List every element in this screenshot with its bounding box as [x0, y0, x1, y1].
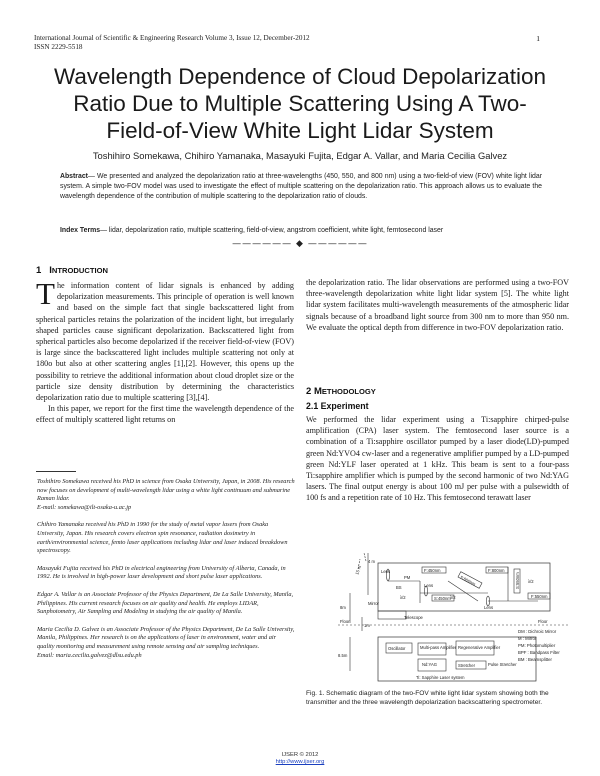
abstract-label: Abstract — [60, 173, 88, 180]
intro-heading-rest: NTRODUCTION — [51, 266, 108, 275]
figure-caption: Fig. 1. Schematic diagram of the two-FOV white light lidar system showing both the transmitter and the three wavelength depolarization backscattering spectrometer. — [306, 690, 549, 706]
guide-line-b — [364, 553, 366, 561]
title-line-1: Wavelength Dependence of Cloud Depolarization — [54, 64, 546, 89]
method-heading-rest: ETHODOLOGY — [321, 387, 376, 396]
index-terms-label: Index Terms — [60, 227, 101, 234]
index-terms-text: — lidar, depolarization ratio, multiple scattering, field-of-view, angstrom coefficient, white light, femtosecond laser — [100, 227, 444, 234]
label-pulse-stretch: Pulse Stretcher — [488, 662, 517, 667]
page-footer — [0, 752, 600, 766]
label-pm: PM — [404, 575, 411, 580]
intro-heading — [36, 265, 108, 276]
label-multipass: Multi-pass Amplifier — [420, 645, 457, 650]
legend-bpf: BPF : Bandpass Filter — [518, 650, 560, 655]
issn-line: ISSN 2229-5518 — [34, 43, 83, 51]
label-f550: F:550nm — [531, 594, 548, 599]
label-lens-1: Lens — [381, 569, 391, 574]
method-paragraph: We performed the lidar experiment using a Ti:sapphire chirped-pulse amplification (CPA) laser system. The femtosecond laser source is a combination of a Ti:sapphire oscillator pumped by a laser diode(LD)-pumped green Nd:YVO4 cw-laser and a regenerative amplifier pumped by a LD-pumped green Nd:YLF laser operated at 1 kHz. This beam is sent to a four-pass Ti:sapphire amplifier which is pumped by the second harmonic of two Nd:YAG lasers. The final output energy is about 100 mJ per pulse with a pulsewidth of 100 fs and a repetition rate of 10 Hz. This femtosecond terawatt laser — [306, 415, 569, 503]
legend-pm: PM: Photomultiplier — [518, 643, 556, 648]
label-f800: F:800nm — [488, 568, 505, 573]
label-dim-8m: 8m — [340, 605, 346, 610]
page-number: 1 — [536, 34, 540, 43]
abstract-text: — We presented and analyzed the depolarization ratio at three-wavelengths (450, 550, and 800 nm) using a two-field-of view (FOV) white light lidar system. A simple two-FOV model was used to investigate the effect of multiple scattering on the depolarization ratio. This approach allows us to evaluate the wavelength dependence of the contribution of multiple scattering to the depolarization ratio of clouds. — [60, 173, 542, 200]
drop-cap: T — [36, 276, 55, 311]
footer-copyright: IJSER © 2012 — [281, 752, 319, 758]
legend-bm: BM : Beamsplitter — [518, 657, 552, 662]
label-f450: F:450nm — [424, 568, 441, 573]
intro-continued: the depolarization ratio. The lidar observations are performed using a two-FOV three-wavelength depolarization white light lidar system [5]. The white light lidar system facilitates multi-wavelength measurements of the atmospheric lidar signals because of a broadband light source from 300 nm to more than 950 nm. We evaluate the optical depth from difference in two-FOV depolarization ratio. — [306, 278, 569, 332]
abstract — [60, 172, 542, 202]
intro-para-2: In this paper, we report for the first time the wavelength dependence of the effect of multiply scattered light returns on — [36, 404, 294, 425]
intro-heading-first: I — [49, 265, 52, 276]
intro-column — [36, 276, 294, 426]
bio-fujita: Masayuki Fujita received his PhD in electrical engineering from University of Alberta, Canada, in 1992. He is involved in high-power laser development and short pulse laser applications. — [37, 564, 286, 581]
experiment-subheading: 2.1 Experiment — [306, 401, 369, 411]
label-lens-3: Lens — [484, 605, 494, 610]
bio-galvez-email: Email: maria.cecilia.galvez@dlsu.edu.ph — [37, 651, 142, 659]
journal-line: International Journal of Scientific & Engineering Research Volume 3, Issue 12, December-2012 — [34, 34, 310, 42]
method-heading-first: M — [313, 386, 322, 397]
label-bs: BS — [396, 585, 402, 590]
label-oscillator: Oscillator — [388, 646, 406, 651]
label-mirror: Mirror — [368, 601, 379, 606]
receiver-box — [378, 563, 550, 611]
method-number: 2 — [306, 386, 312, 397]
lidar-schematic-figure — [338, 553, 570, 685]
label-dim-85m: 8.5m — [338, 653, 348, 658]
author-list: Toshihiro Somekawa, Chihiro Yamanaka, Masayuki Fujita, Edgar A. Vallar, and Maria Cecilia Galvez — [92, 150, 508, 161]
intro-para-1: he information content of lidar signals is enhanced by adding depolarization measurements. This principle of operation is well known and based on the simple fact that single backscattered light from spherical particles retains the polarization of the incident light, but irregularly shaped particles cause significant depolarization. Backscattered light from spherical particles also become depolarized if the receiver field-of-view (FOV) is large since the backscattered light includes multiple scattering not only at 180o but also at other scattering angles [1],[2]. However, this opens up the possibility to retrieve the additional information about cloud droplet size or the particle size density distribution by determining the characteristics depolarization ratio due to multiple scattering [3],[4]. — [36, 281, 294, 403]
footer-url-link[interactable]: http://www.ijser.org — [275, 759, 325, 765]
footnote-rule — [36, 471, 76, 472]
paper-title — [30, 63, 570, 144]
section-divider: —————— ◆ —————— — [232, 239, 368, 249]
author-bios — [37, 478, 295, 669]
bio-vallar: Edgar A. Vallar is an Associate Professor of the Physics Department, De La Salle University, Manila, Philippines. His current research focuses on air quality and health. He employs LIDAR, Sunphotometry, Air Sampling and Modeling in studying the air quality of Manila. — [37, 590, 294, 616]
label-regen: Regenerative Amplifier — [458, 645, 501, 650]
label-ndyag: Nd:YAG — [422, 662, 438, 667]
label-half-3: λ/2 — [528, 579, 534, 584]
label-half-1: λ/2 — [400, 595, 406, 600]
label-tilted-a: 15 m — [354, 564, 363, 576]
journal-header — [34, 34, 310, 52]
legend-dm: DM : Dichroic Mirror — [518, 629, 557, 634]
label-floor-right: Floor — [538, 619, 548, 624]
label-floor-left: Floor — [340, 619, 350, 624]
label-stretcher: Stretcher — [458, 663, 475, 668]
index-terms — [60, 226, 542, 236]
label-half-2: λ/2 — [450, 595, 456, 600]
bio-somekawa-email: E-mail: somekawa@ilt-osaka-u.ac.jp — [37, 503, 132, 511]
label-telescope: Telescope — [404, 615, 423, 620]
bio-galvez: Maria Cecilia D. Galvez is an Associate Professor of the Physics Department, De La Salle University, Manila, Philippines. Her research is on the applications of laser in environment, water and air quality monitoring and measurement using remote sensing and air sampling techniques. — [37, 625, 295, 650]
label-s800: S:800nm — [459, 574, 477, 587]
label-tilted-b: 4 m — [368, 559, 375, 564]
bio-yamanaka: Chihiro Yamanaka received his PhD in 1990 for the study of metal vapor lasers from Osaka University, Japan. His research covers electron spin resonance, radiation dosimetry in earth/environmental science, femto laser applications including lidar and laser induced breakdown spectroscopy. — [37, 521, 288, 555]
telescope-body — [378, 611, 406, 619]
method-heading — [306, 386, 376, 397]
title-line-2: Ratio Due to Multiple Scattering Using A Two- — [73, 91, 527, 116]
legend-m: M : Mirror — [518, 636, 537, 641]
label-s550: S:550nm — [515, 572, 520, 589]
label-s450: S:450nm — [434, 596, 451, 601]
label-lens-2: Lens — [424, 583, 434, 588]
label-dim-1m: 1m — [364, 623, 370, 628]
bio-somekawa: Toshihiro Somekawa received his PhD in science from Osaka University, Japan, in 2008. His research now focuses on development of multi-wavelength lidar using a white light continuum and submarine Raman lidar. — [37, 478, 295, 503]
label-system: Ti: Sapphire Laser system — [416, 675, 465, 680]
title-line-3: Field-of-View White Light Lidar System — [106, 118, 494, 143]
intro-number: 1 — [36, 265, 42, 276]
